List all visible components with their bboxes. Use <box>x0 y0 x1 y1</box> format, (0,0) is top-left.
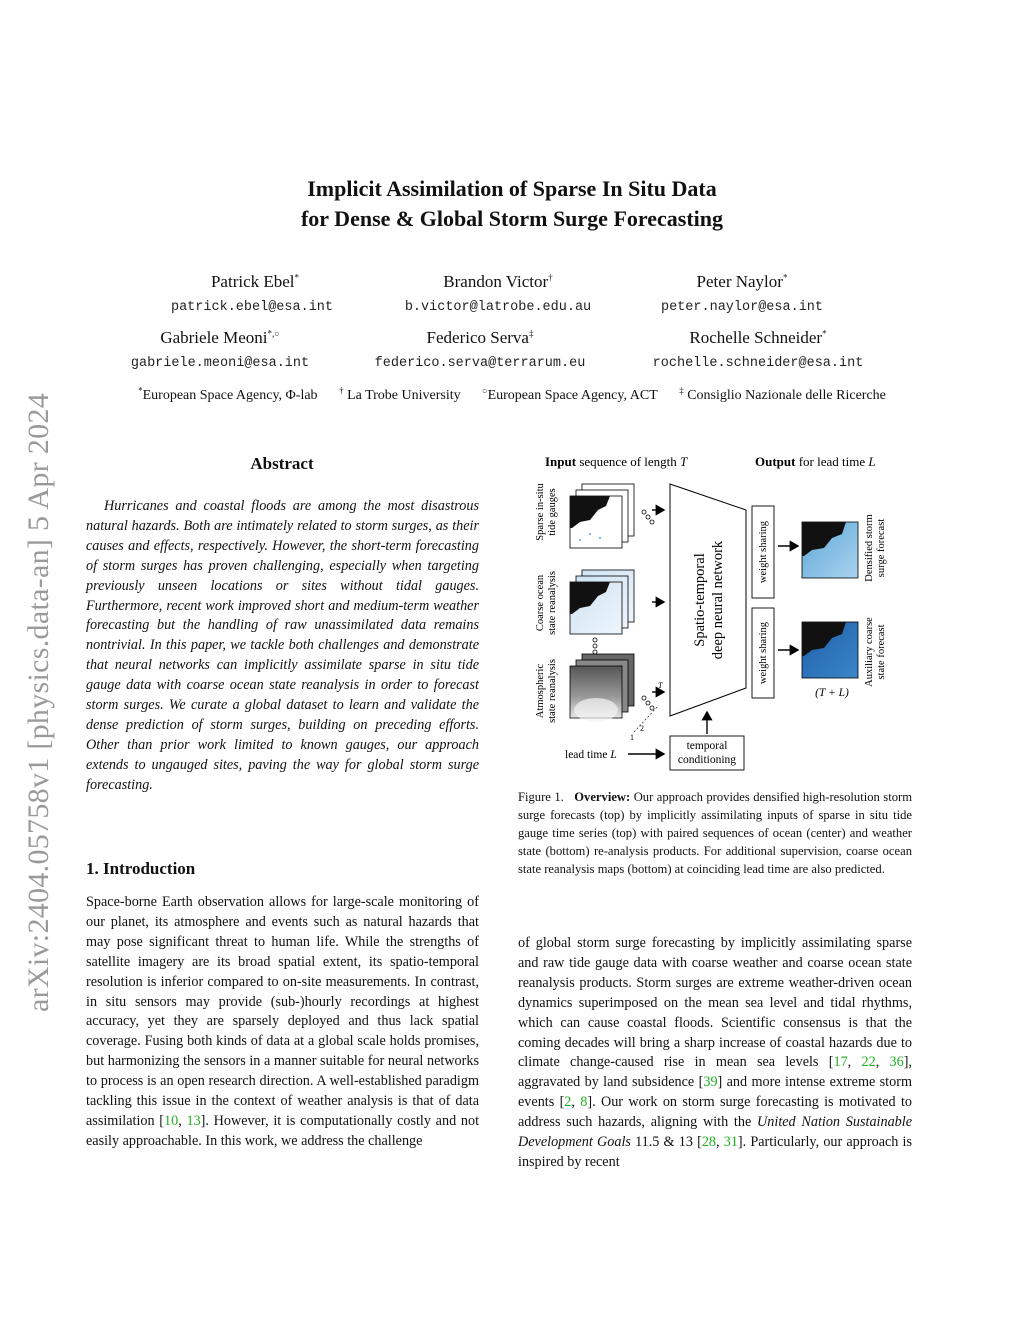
tide-gauge-map-stack <box>570 484 634 548</box>
figure-input-label: Input sequence of length T <box>545 454 688 469</box>
citation-link[interactable]: 22 <box>861 1054 876 1071</box>
author-email[interactable]: rochelle.schneider@esa.int <box>652 356 864 371</box>
title-line-2: for Dense & Global Storm Surge Forecasting <box>300 206 724 231</box>
row-label-ocean-reanalysis: Coarse oceanstate reanalysis <box>535 571 558 635</box>
row-label-tide-gauges: Sparse in-situtide gauges <box>535 483 558 541</box>
author-email[interactable]: patrick.ebel@esa.int <box>170 300 334 315</box>
output-label-auxiliary: Auxiliary coarsestate forecast <box>864 617 887 687</box>
intro-paragraph: Space-borne Earth observation allows for large-scale monitoring of our planet, its atmosphere and events such as natural hazards that may pose significant threat to human life. While the strengths of satellite imagery are its broad spatial extent, its spatio-temporal resolution is inferior compared to on-site measurements. In contrast, in situ sensors may provide (sub-)hourly recordings at highest accuracy, yet they are sparsely deployed and thus lack spatial coverage. Fusing both kinds of data at a global scale holds promises, but harmonizing the sensors in a manner suitable for neural networks to process is an open research direction. A well-established paradigm tackling this issue in the context of weather analysis is that of data assimilation [10, 13]. However, it is computationally costly and not easily approachable. In this work, we address the challenge <box>86 894 480 1149</box>
output-arrows <box>778 546 798 650</box>
author-email[interactable]: gabriele.meoni@esa.int <box>130 356 310 371</box>
section-heading-introduction: 1. Introduction <box>86 859 196 878</box>
citation-link[interactable]: 10 <box>164 1112 179 1129</box>
ocean-map-stack <box>570 570 634 634</box>
author-email[interactable]: peter.naylor@esa.int <box>660 300 824 315</box>
author-name: Gabriele Meoni*,○ <box>160 328 280 347</box>
weight-sharing-label: weight sharing <box>758 621 769 685</box>
overview-figure <box>510 448 920 778</box>
citation-link[interactable]: 28 <box>701 1134 716 1151</box>
citation-link[interactable]: 36 <box>889 1054 904 1071</box>
figure-caption: Figure 1. Overview: Our approach provides densified high-resolution storm surge forecasts (top) by implicitly assimilating inputs of sparse in situ tide gauge time series (top) with paired sequences of ocean (center) and weather state (bottom) re-analysis products. For additional supervision, coarse ocean state reanalysis maps (bottom) at coinciding lead time are also predicted. <box>518 790 912 876</box>
affiliation: ○European Space Agency, ACT <box>482 385 658 403</box>
abstract-text: Hurricanes and coastal floods are among the most disastrous natural hazards. Both are intimately related to storm surges, as their causes and effects, respectively. However, the short-term forecasting of storm surges has proven challenging, especially when targeting previously unseen locations or sites without tidal gauges. Furthermore, recent work improved short and medium-term weather forecasting but the handling of raw unassimilated data remains nontrivial. In this paper, we tackle both challenges and demonstrate that neural networks can implicitly assimilate sparse in situ tide gauge data with coarse ocean state reanalysis in order to forecast storm surges. We curate a global dataset to learn and validate the dense prediction of storm surges, building on preceding efforts. Other than prior work limited to known gauges, our approach extends to ungauged sites, paving the way for global storm surge forecasting. <box>86 498 479 793</box>
row-label-atmospheric-reanalysis: Atmosphericstate reanalysis <box>535 659 558 723</box>
citation-link[interactable]: 2 <box>564 1094 572 1111</box>
author-email[interactable]: b.victor@latrobe.edu.au <box>404 300 592 315</box>
temporal-conditioning-label: temporal <box>686 740 728 752</box>
neural-network-block <box>670 484 746 716</box>
author-name: Brandon Victor† <box>443 272 553 291</box>
citation-link[interactable]: 13 <box>186 1112 201 1129</box>
auxiliary-forecast-map <box>802 622 858 678</box>
citation-link[interactable]: 39 <box>703 1074 718 1091</box>
affiliation: *European Space Agency, Φ-lab <box>138 385 318 403</box>
author-name: Federico Serva‡ <box>426 328 534 347</box>
paper-title <box>0 174 1024 234</box>
network-label: Spatio-temporal deep neural network <box>692 540 726 660</box>
output-time-label: (T + L) <box>815 687 849 699</box>
author-name: Peter Naylor* <box>696 272 788 291</box>
sequence-index-1: 1 <box>630 733 634 742</box>
title-line-1: Implicit Assimilation of Sparse In Situ Data <box>307 176 717 201</box>
input-arrows <box>652 510 664 692</box>
citation-link[interactable]: 31 <box>723 1134 738 1151</box>
abstract-heading: Abstract <box>250 454 314 473</box>
author-name: Patrick Ebel* <box>210 272 300 291</box>
sequence-index-T: T <box>658 681 663 690</box>
intro-paragraph-continued: of global storm surge forecasting by implicitly assimilating sparse and raw tide gauge data with coarse weather and coarse ocean state reanalysis products. Storm surges are extreme weather-driven ocean dynamics superimposed on the mean sea level and tidal rhythms, which can cause coastal floods. Scientific consensus is that the coming decades will bring a sharp increase of coastal hazards due to climate change-caused rise in mean sea levels [17, 22, 36], aggravated by land subsidence [39] and more intense extreme storm events [2, 8]. Our work on storm surge forecasting is motivated to address such hazards, aligning with the United Nation Sustainable Development Goals 11.5 & 13 [28, 31]. Particularly, our approach is inspired by recent <box>518 935 913 1170</box>
author-email[interactable]: federico.serva@terrarum.eu <box>374 356 586 371</box>
author-name: Rochelle Schneider* <box>689 328 827 347</box>
weight-sharing-label: weight sharing <box>758 520 769 584</box>
lead-time-label: lead time L <box>565 749 617 761</box>
output-label-densified: Densified stormsurge forecast <box>864 514 887 582</box>
temporal-conditioning-label: conditioning <box>677 754 737 766</box>
arxiv-identifier: arXiv:2404.05758v1 [physics.data-an] 5 Apr 2024 <box>22 393 55 1012</box>
atmosphere-map-stack <box>570 654 634 722</box>
densified-forecast-map <box>802 522 858 578</box>
citation-link[interactable]: 17 <box>833 1054 848 1071</box>
affiliations <box>0 385 1024 404</box>
sequence-index-2: 2 <box>640 724 644 733</box>
affiliation: ‡ Consiglio Nazionale delle Ricerche <box>679 385 886 403</box>
affiliation: † La Trobe University <box>339 385 461 403</box>
citation-link[interactable]: 8 <box>580 1094 588 1111</box>
figure-output-label: Output for lead time L <box>755 454 876 469</box>
